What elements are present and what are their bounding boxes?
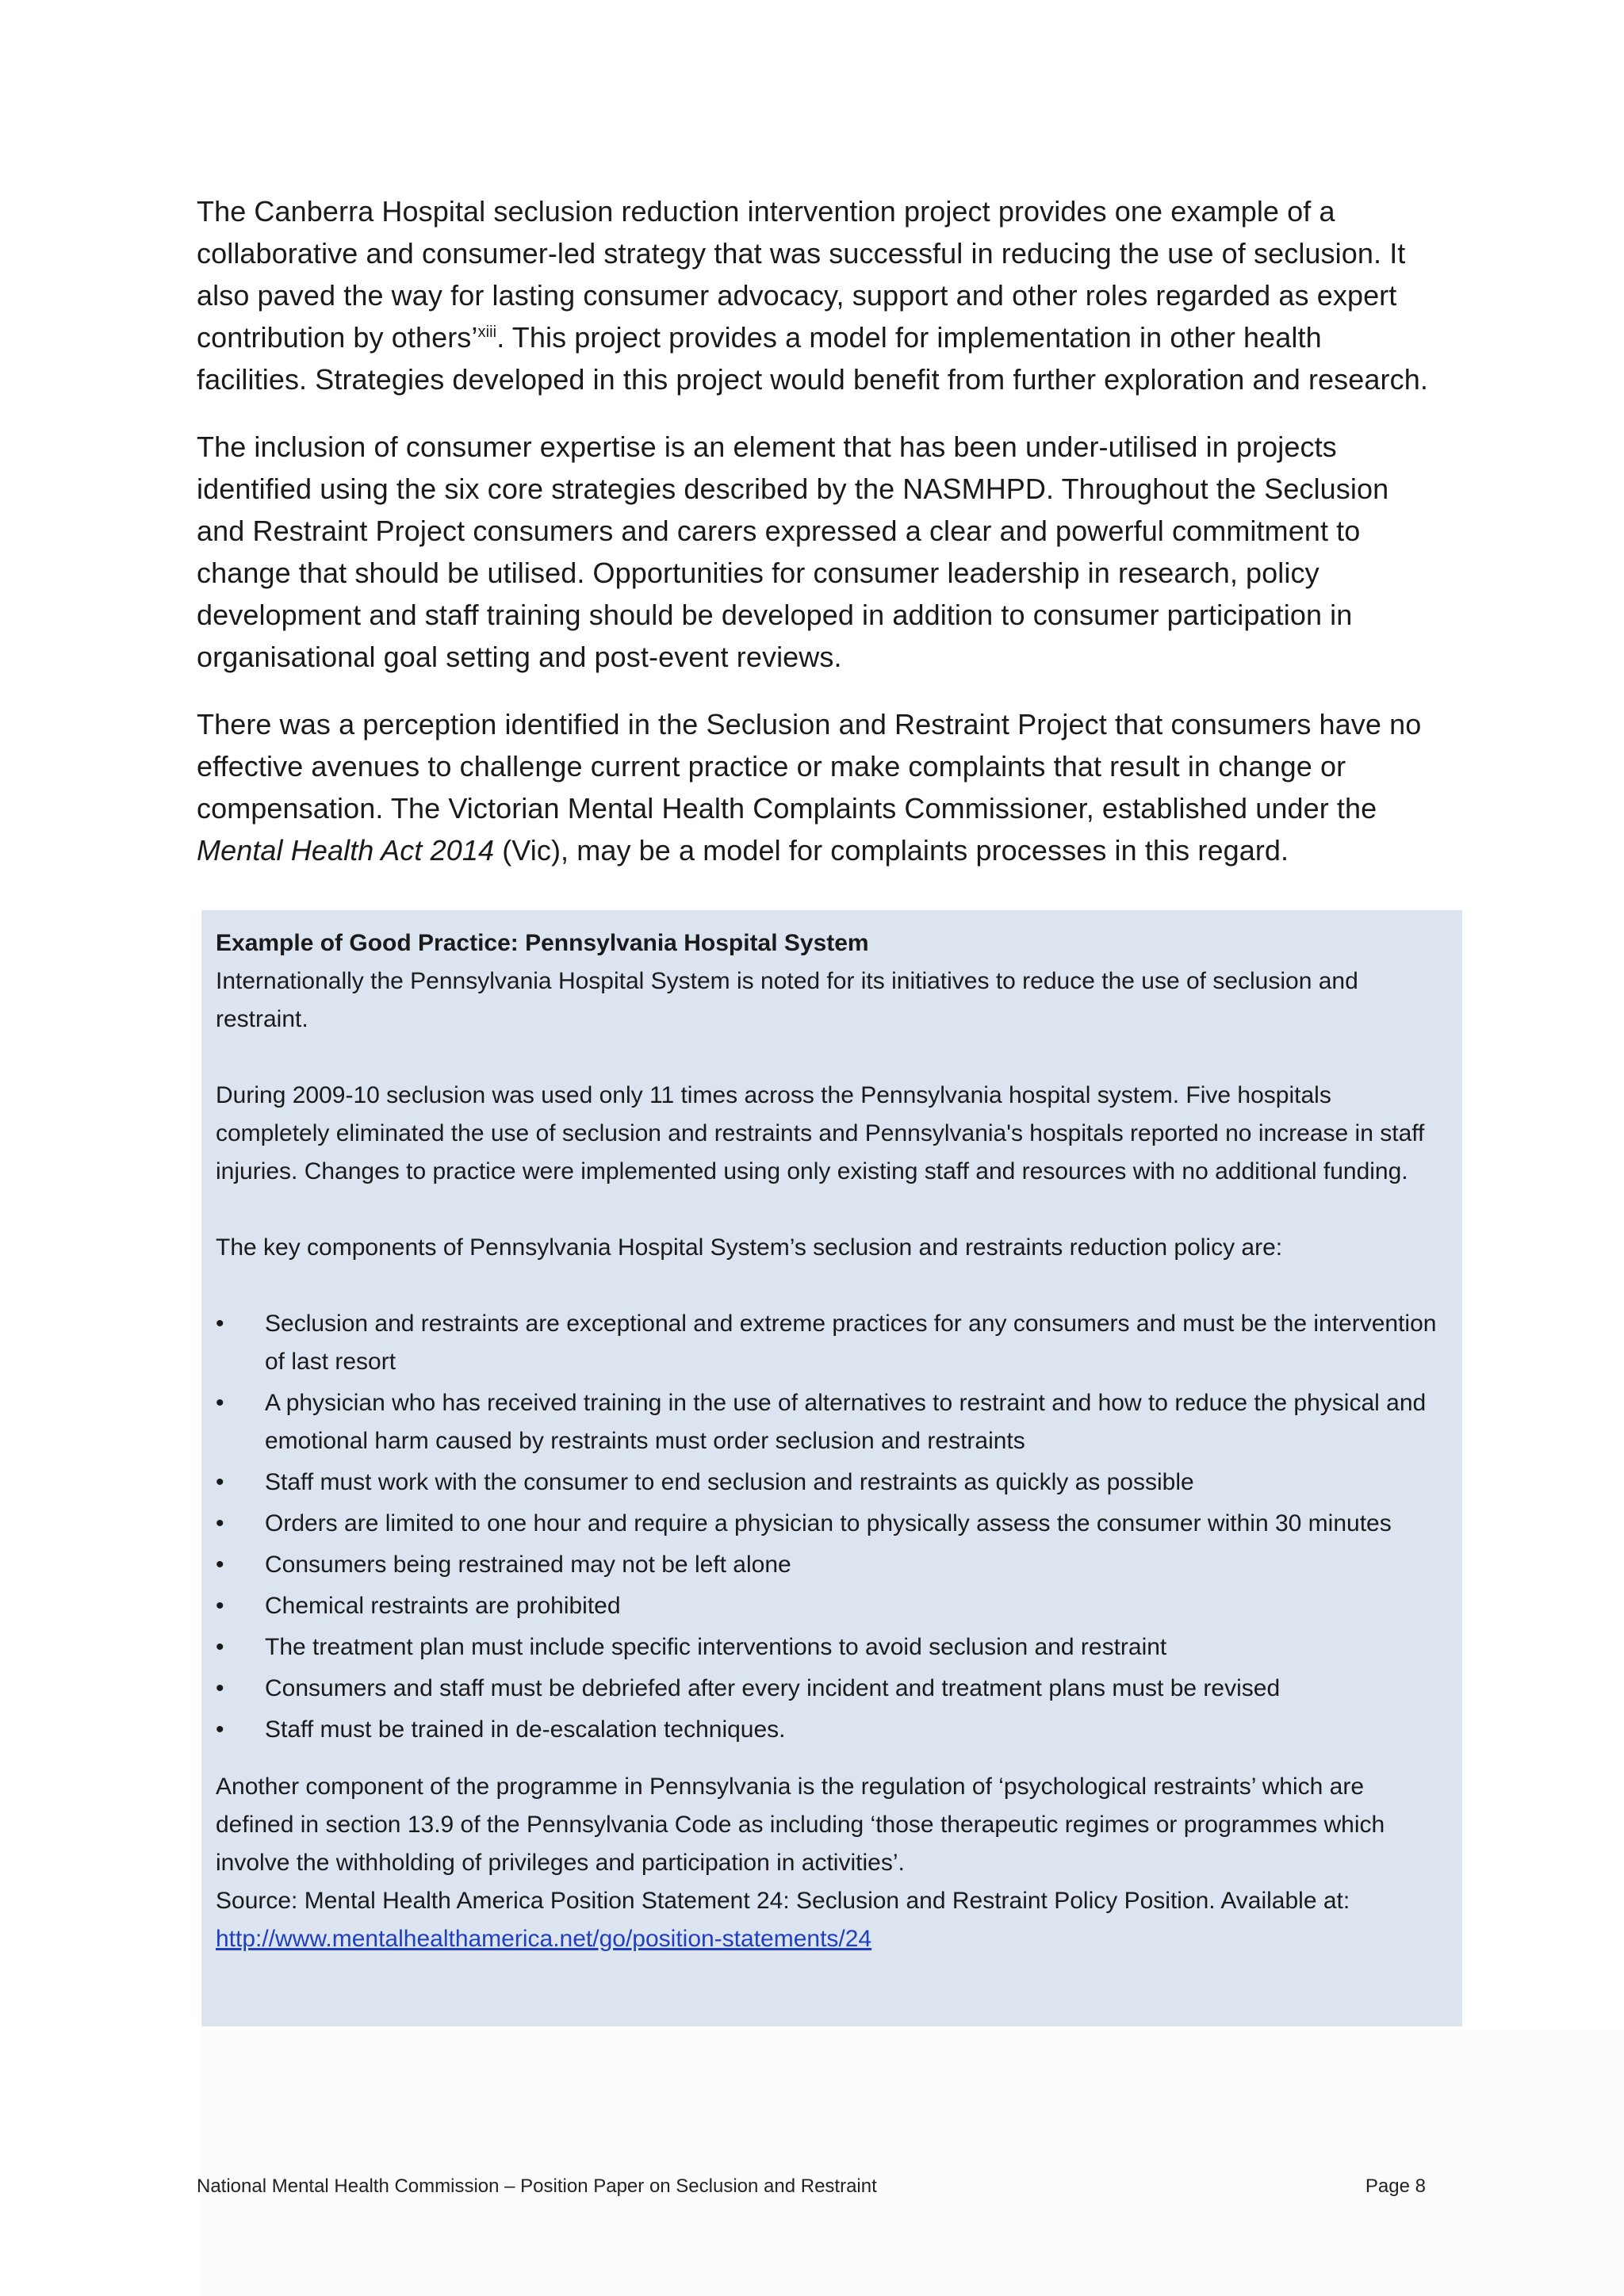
list-item: • The treatment plan must include specific interventions to avoid seclusion and restraint (216, 1628, 1448, 1667)
list-item: • Seclusion and restraints are exceptional and extreme practices for any consumers and must be the intervention of last resort (216, 1305, 1448, 1381)
box-stats: During 2009-10 seclusion was used only 11 times across the Pennsylvania hospital system. Five hospitals completely eliminated the use of seclusion and restraints and Pennsylvania's hospitals reported no increase in staff injuries. Changes to practice were implemented using only existing staff and resources with no additional funding. (216, 1082, 1425, 1184)
bullet-icon: • (216, 1716, 224, 1743)
box-components-intro: The key components of Pennsylvania Hospital System’s seclusion and restraints reduction policy are: (216, 1234, 1283, 1261)
list-item: • Consumers being restrained may not be left alone (216, 1546, 1448, 1584)
box-intro: Internationally the Pennsylvania Hospital System is noted for its initiatives to reduce the use of seclusion and restraint. (216, 968, 1358, 1032)
components-list (216, 1305, 1448, 1749)
page-background-shade (198, 2030, 1624, 2296)
bullet-icon: • (216, 1593, 224, 1619)
paragraph-consumer-expertise: The inclusion of consumer expertise is an element that has been under-utilised in projects identified using the six core strategies described by the NASMHPD. Throughout the Seclusion and Restraint Project consumers and carers expressed a clear and powerful commitment to change that should be utilised. Opportunities for consumer leadership in research, policy development and staff training should be developed in addition to consumer participation in organisational goal setting and post-event reviews. (197, 430, 1389, 673)
bullet-icon: • (216, 1634, 224, 1660)
endnote-reference: xiii (477, 323, 497, 341)
bullet-icon: • (216, 1675, 224, 1701)
box-another-component: Another component of the programme in Pennsylvania is the regulation of ‘psychological restraints’ which are defined in section 13.9 of the Pennsylvania Code as including ‘those therapeutic regimes or programmes which involve the withholding of privileges and participation in activities’. (216, 1774, 1385, 1876)
paragraph-complaints (197, 703, 1434, 871)
box-source: Source: Mental Health America Position Statement 24: Seclusion and Restraint Policy Position. Available at: (216, 1888, 1350, 1914)
bullet-icon: • (216, 1510, 224, 1536)
page-number: Page 8 (1365, 2175, 1426, 2197)
main-content (197, 190, 1434, 897)
list-item: • Staff must be trained in de-escalation techniques. (216, 1711, 1448, 1749)
paragraph-complaints-text-continued: (Vic), may be a model for complaints processes in this regard. (494, 834, 1289, 867)
paragraph-canberra (197, 190, 1434, 400)
list-item: • Staff must work with the consumer to end seclusion and restraints as quickly as possible (216, 1464, 1448, 1502)
bullet-icon: • (216, 1552, 224, 1578)
box-title: Example of Good Practice: Pennsylvania Hospital System (216, 930, 869, 956)
paragraph-complaints-text: There was a perception identified in the Seclusion and Restraint Project that consumers have no effective avenues to challenge current practice or make complaints that result in change or compensation. The Victorian Mental Health Complaints Commissioner, established under the (197, 708, 1422, 825)
source-link[interactable]: http://www.mentalhealthamerica.net/go/position-statements/24 (216, 1926, 872, 1952)
good-practice-box (201, 910, 1462, 2026)
list-item: • A physician who has received training in the use of alternatives to restraint and how to reduce the physical and emotional harm caused by restraints must order seclusion and restraints (216, 1384, 1448, 1460)
list-item: • Orders are limited to one hour and require a physician to physically assess the consumer within 30 minutes (216, 1505, 1448, 1543)
paragraph-canberra-text: The Canberra Hospital seclusion reduction intervention project provides one example of a collaborative and consumer-led strategy that was successful in reducing the use of seclusion. It also paved the way for lasting consumer advocacy, support and other roles regarded as expert contribution by others’ (197, 195, 1406, 354)
list-item: • Consumers and staff must be debriefed after every incident and treatment plans must be revised (216, 1670, 1448, 1708)
paragraph-canberra-text-continued: . This project provides a model for implementation in other health facilities. Strategies developed in this project would benefit from further exploration and research. (197, 321, 1428, 396)
footer-title: National Mental Health Commission – Position Paper on Seclusion and Restraint (197, 2175, 877, 2197)
bullet-icon: • (216, 1469, 224, 1495)
act-title-italic: Mental Health Act 2014 (197, 834, 495, 867)
bullet-icon: • (216, 1311, 224, 1337)
list-item: • Chemical restraints are prohibited (216, 1587, 1448, 1625)
bullet-icon: • (216, 1390, 224, 1416)
